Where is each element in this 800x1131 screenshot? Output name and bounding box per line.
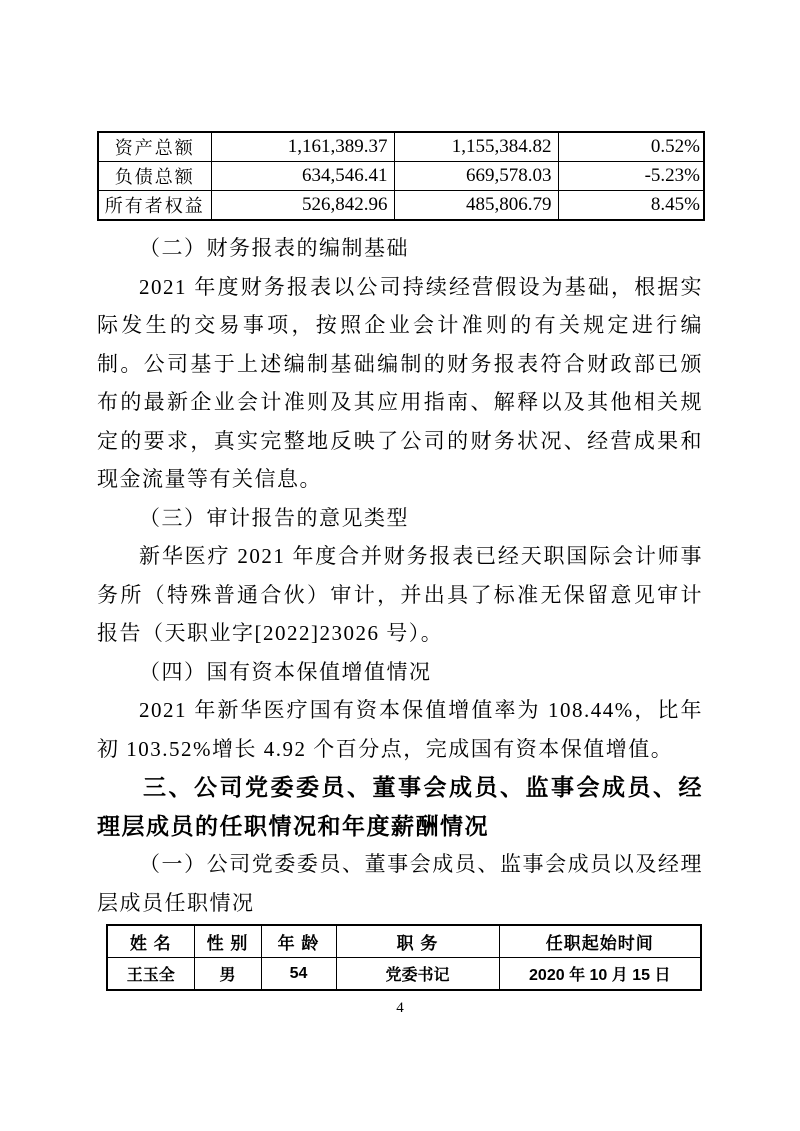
row-label: 所有者权益 bbox=[98, 191, 211, 221]
header-cell-start-date: 任职起始时间 bbox=[499, 925, 701, 958]
header-cell-gender: 性 别 bbox=[194, 925, 261, 958]
row-label: 负债总额 bbox=[98, 162, 211, 191]
paragraph-state-capital: 2021 年新华医疗国有资本保值增值率为 108.44%，比年初 103.52%增长 4.92 个百分点，完成国有资本保值增值。 bbox=[97, 698, 703, 761]
change-percent-cell: 8.45% bbox=[558, 191, 704, 221]
paragraph-audit-opinion: 新华医疗 2021 年度合并财务报表已经天职国际会计师事务所（特殊普通合伙）审计，并出具了标准无保留意见审计报告（天职业字[2022]23026 号）。 bbox=[97, 544, 703, 645]
header-cell-age: 年 龄 bbox=[261, 925, 336, 958]
change-percent-cell: 0.52% bbox=[558, 132, 704, 162]
prior-value-cell: 669,578.03 bbox=[394, 162, 558, 191]
paragraph-preparation-basis: 2021 年度财务报表以公司持续经营假设为基础，根据实际发生的交易事项，按照企业会计准则的有关规定进行编制。公司基于上述编制基础编制的财务报表符合财政部已颁布的最新企业会计准则及其应用指南、解释以及其他相关规定的要求，真实完整地反映了公司的财务状况、经营成果和现金流量等有关信息。 bbox=[97, 274, 703, 491]
financial-row-total-assets bbox=[98, 132, 704, 162]
current-value-cell: 634,546.41 bbox=[211, 162, 394, 191]
name-cell: 王玉全 bbox=[107, 958, 194, 991]
age-cell: 54 bbox=[261, 958, 336, 991]
current-value-cell: 1,161,389.37 bbox=[211, 132, 394, 162]
document-body bbox=[97, 229, 703, 922]
financial-row-owners-equity bbox=[98, 191, 704, 221]
page-content bbox=[97, 131, 703, 991]
personnel-row bbox=[107, 958, 701, 991]
current-value-cell: 526,842.96 bbox=[211, 191, 394, 221]
personnel-table bbox=[106, 924, 702, 991]
section-heading-personnel: 三、公司党委委员、董事会成员、监事会成员、经理层成员的任职情况和年度薪酬情况 bbox=[97, 774, 703, 839]
subheading-audit-opinion: （三）审计报告的意见类型 bbox=[139, 505, 409, 530]
change-percent-cell: -5.23% bbox=[558, 162, 704, 191]
start-date-cell: 2020 年 10 月 15 日 bbox=[499, 958, 701, 991]
subheading-personnel-appointments: （一）公司党委委员、董事会成员、监事会成员以及经理层成员任职情况 bbox=[97, 852, 703, 915]
header-cell-name: 姓 名 bbox=[107, 925, 194, 958]
subheading-preparation-basis: （二）财务报表的编制基础 bbox=[139, 236, 409, 260]
row-label: 资产总额 bbox=[98, 132, 211, 162]
gender-cell: 男 bbox=[194, 958, 261, 991]
prior-value-cell: 1,155,384.82 bbox=[394, 132, 558, 162]
subheading-state-capital: （四）国有资本保值增值情况 bbox=[139, 659, 432, 684]
header-cell-position: 职 务 bbox=[336, 925, 499, 958]
personnel-header-row bbox=[107, 925, 701, 958]
prior-value-cell: 485,806.79 bbox=[394, 191, 558, 221]
position-cell: 党委书记 bbox=[336, 958, 499, 991]
page-number: 4 bbox=[396, 1000, 404, 1016]
financial-row-total-liabilities bbox=[98, 162, 704, 191]
financial-summary-table bbox=[97, 131, 705, 221]
